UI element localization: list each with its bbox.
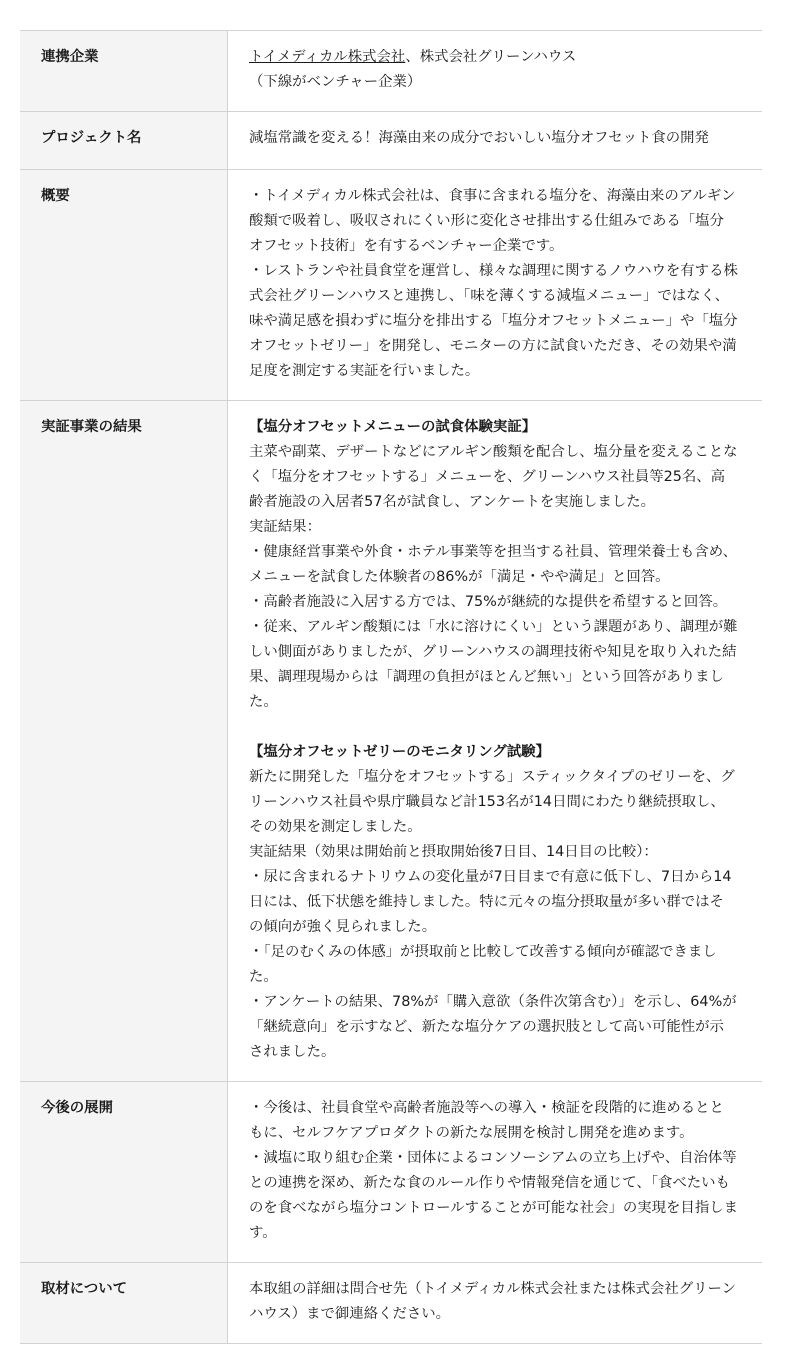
table-row: [20, 170, 762, 401]
table-row: [20, 1263, 762, 1344]
row-label-future: 今後の展開: [20, 1082, 228, 1263]
row-label-partners: 連携企業: [20, 31, 228, 112]
info-table-container: [20, 30, 762, 1344]
results-text-jelly: 新たに開発した「塩分をオフセットする」スティックタイプのゼリーを、グリーンハウス社員や県庁職員など計153名が14日間にわたり継続摂取し、その効果を測定しました。 実証結果（効果は開始前と摂取開始後7日目、14日目の比較）： ・尿に含まれるナトリウムの変化量が7日目まで有意に低下し、7日から14日には、低下状態を維持しました。特に元々の塩分摂取量が多い群ではその傾向が強く見られました。 ・「足のむくみの体感」が摂取前と比較して改善する傾向が確認できました。 ・アンケートの結果、78%が「購入意欲（条件次第含む）」を示し、64%が「継続意向」を示すなど、新たな塩分ケアの選択肢として高い可能性が示されました。: [249, 769, 737, 1060]
project-info-table: [20, 30, 762, 1344]
row-value-overview: ・トイメディカル株式会社は、食事に含まれる塩分を、海藻由来のアルギン酸類で吸着し、吸収されにくい形に変化させ排出する仕組みである「塩分オフセット技術」を有するベンチャー企業です。 ・レストランや社員食堂を運営し、様々な調理に関するノウハウを有する株式会社グリーンハウスと連携し、「味を薄くする減塩メニュー」ではなく、味や満足感を損わずに塩分を排出する「塩分オフセットメニュー」や「塩分オフセットゼリー」を開発し、モニターの方に試食いただき、その効果や満足度を測定する実証を行いました。: [228, 170, 763, 401]
table-row: [20, 31, 762, 112]
row-value-future: ・今後は、社員食堂や高齢者施設等への導入・検証を段階的に進めるとともに、セルフケアプロダクトの新たな展開を検討し開発を進めます。 ・減塩に取り組む企業・団体によるコンソーシアムの立ち上げや、自治体等との連携を深め、新たな食のルール作りや情報発信を通じて、「食べたいものを食べながら塩分コントロールすることが可能な社会」の実現を目指します。: [228, 1082, 763, 1263]
table-row: [20, 401, 762, 1082]
results-text-menu: 主菜や副菜、デザートなどにアルギン酸類を配合し、塩分量を変えることなく「塩分をオフセットする」メニューを、グリーンハウス社員等25名、高齢者施設の入居者57名が試食し、アンケートを実施しました。 実証結果： ・健康経営事業や外食・ホテル事業等を担当する社員、管理栄養士も含め、メニューを試食した体験者の86%が「満足・やや満足」と回答。 ・高齢者施設に入居する方では、75%が継続的な提供を希望すると回答。 ・従来、アルギン酸類には「水に溶けにくい」という課題があり、調理が難しい側面がありましたが、グリーンハウスの調理技術や知見を取り入れた結果、調理現場からは「調理の負担がほとんど無い」という回答がありました。: [249, 444, 738, 710]
partner-company-name: 、株式会社グリーンハウス: [405, 49, 577, 65]
underline-note: （下線がベンチャー企業）: [249, 74, 422, 90]
row-label-overview: 概要: [20, 170, 228, 401]
results-heading-jelly: 【塩分オフセットゼリーのモニタリング試験】: [249, 744, 550, 760]
row-label-results: 実証事業の結果: [20, 401, 228, 1082]
results-heading-menu: 【塩分オフセットメニューの試食体験実証】: [249, 419, 537, 435]
table-row: [20, 1082, 762, 1263]
row-value-press: 本取組の詳細は問合せ先（トイメディカル株式会社または株式会社グリーンハウス）まで御連絡ください。: [228, 1263, 763, 1344]
row-value-results: [228, 401, 763, 1082]
table-row: [20, 112, 762, 170]
row-label-project: プロジェクト名: [20, 112, 228, 170]
row-label-press: 取材について: [20, 1263, 228, 1344]
row-value-project: 減塩常識を変える！海藻由来の成分でおいしい塩分オフセット食の開発: [228, 112, 763, 170]
row-value-partners: [228, 31, 763, 112]
venture-company-name: トイメディカル株式会社: [249, 49, 406, 65]
